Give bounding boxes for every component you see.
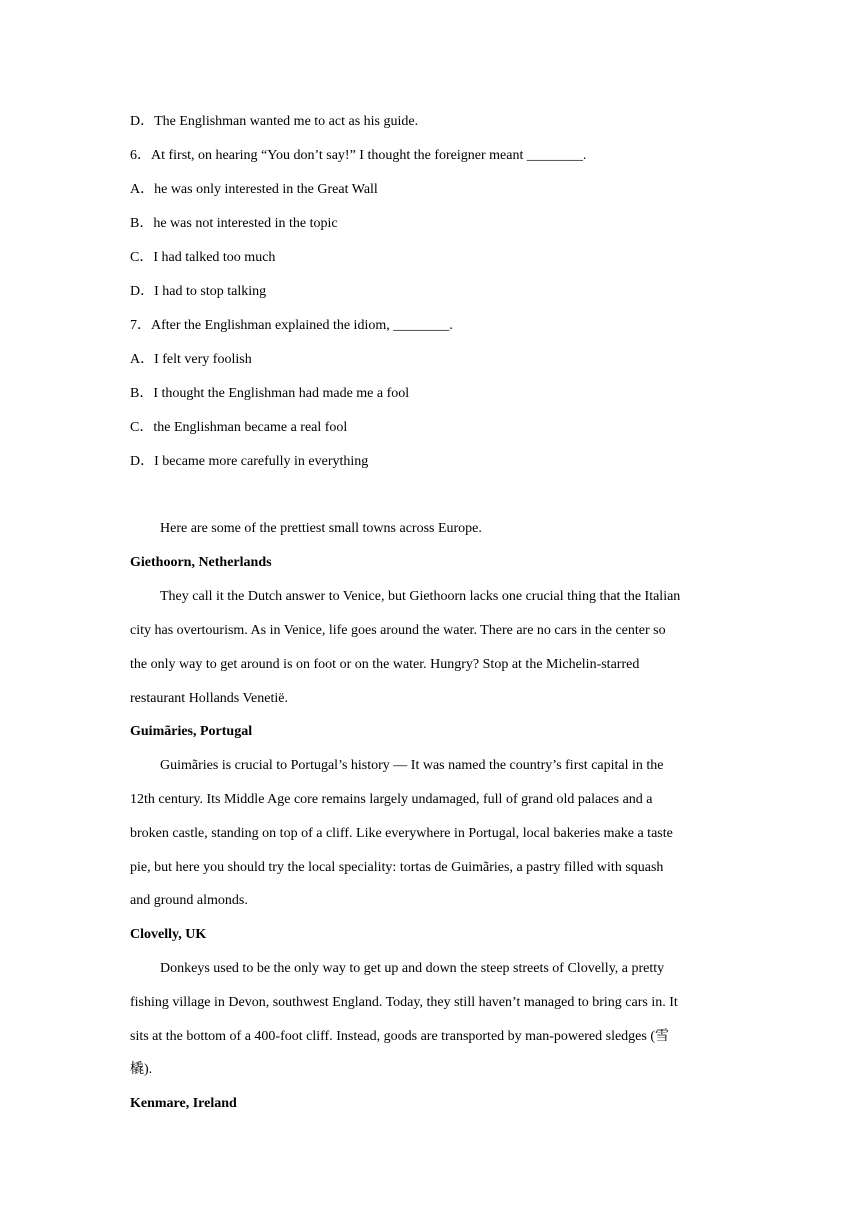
heading-giethoorn: Giethoorn, Netherlands (130, 555, 272, 570)
q7-option-b: B．I thought the Englishman had made me a fool (130, 386, 410, 401)
q6-option-d: D．I had to stop talking (130, 284, 267, 299)
q7-option-c: C．the Englishman became a real fool (130, 420, 348, 435)
clovelly-line-1: Donkeys used to be the only way to get up and down the steep streets of Clovelly, a pretty (160, 961, 665, 976)
heading-guimaraes: Guimãries, Portugal (130, 724, 253, 739)
clovelly-line-3: sits at the bottom of a 400-foot cliff. Instead, goods are transported by man-powered sledges (雪 (130, 1029, 669, 1044)
passage-intro: Here are some of the prettiest small towns across Europe. (160, 521, 482, 536)
clovelly-line-4: 橇). (130, 1062, 153, 1077)
guimaraes-line-4: pie, but here you should try the local speciality: tortas de Guimãries, a pastry filled with squash (130, 860, 664, 875)
q7-option-d: D．I became more carefully in everything (130, 454, 369, 469)
guimaraes-line-5: and ground almonds. (130, 893, 248, 908)
heading-clovelly: Clovelly, UK (130, 927, 207, 942)
giethoorn-line-1: They call it the Dutch answer to Venice, but Giethoorn lacks one crucial thing that the Italian (160, 589, 681, 604)
q6-option-c: C．I had talked too much (130, 250, 276, 265)
giethoorn-line-2: city has overtourism. As in Venice, life goes around the water. There are no cars in the center so (130, 623, 666, 638)
giethoorn-line-3: the only way to get around is on foot or on the water. Hungry? Stop at the Michelin-starred (130, 657, 640, 672)
q6-option-b: B．he was not interested in the topic (130, 216, 338, 231)
guimaraes-line-2: 12th century. Its Middle Age core remains largely undamaged, full of grand old palaces and a (130, 792, 653, 807)
q7-option-a: A．I felt very foolish (130, 352, 252, 367)
heading-kenmare: Kenmare, Ireland (130, 1096, 237, 1111)
guimaraes-line-1: Guimãries is crucial to Portugal’s history — It was named the country’s first capital in the (160, 758, 664, 773)
q6-stem: 6．At first, on hearing “You don’t say!” I thought the foreigner meant ________. (130, 148, 587, 163)
q7-stem: 7．After the Englishman explained the idiom, ________. (130, 318, 453, 333)
q6-option-a: A．he was only interested in the Great Wall (130, 182, 378, 197)
q5-option-d: D．The Englishman wanted me to act as his guide. (130, 114, 419, 129)
giethoorn-line-4: restaurant Hollands Venetië. (130, 691, 288, 706)
clovelly-line-2: fishing village in Devon, southwest England. Today, they still haven’t managed to bring cars in. It (130, 995, 678, 1010)
guimaraes-line-3: broken castle, standing on top of a cliff. Like everywhere in Portugal, local bakeries make a taste (130, 826, 673, 841)
